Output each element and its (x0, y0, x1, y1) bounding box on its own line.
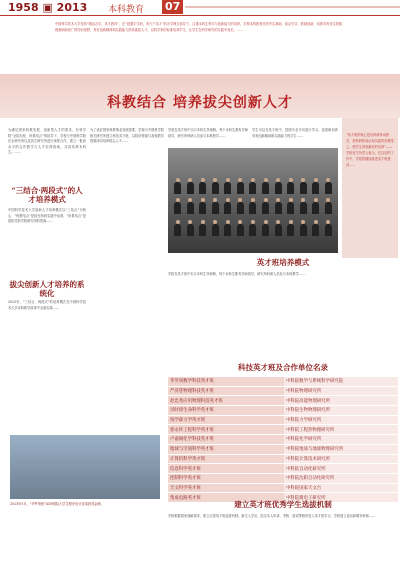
photo-caption: 2013年5月，“华罗庚班”ACM国际大学生程序设计竞赛获得金牌。 (10, 502, 104, 506)
partner-name: 中科院力学研究所 (284, 415, 398, 425)
class-name: 信息科学英才班 (168, 464, 284, 474)
table-row (168, 377, 398, 386)
partner-name: 中科院微电子研究所 (284, 493, 398, 503)
table-row (168, 425, 398, 435)
column-1-intro: 为满足国家科教发展、创新型人才的需求，在科学院“全院办校、所系结合”的指导下，学校与中国科学院在京研究所以及其它研究所进行深度合作，建立一批高水平的合作教学与人才培养基地，共同培养本科生。…… (8, 128, 86, 155)
intro-paragraph: 中国科学技术大学坚持“精品办学，英才教育”，在“创寰宇学府，育天下英才”的办学理念指导下，注重本科生科学与创新能力的培养。学校本科教育坚持夯实基础，前沿引导，鼓励创新，培养具有坚实的数理基础和宽广的知识视野、具有创新精神和实践能力的高素质人才。以科学家的标准培养学生，让学生在科学研究的实践中成长。…… (55, 22, 343, 32)
table-row (168, 464, 398, 474)
section-heading-1: “三结合·两段式”的人才培养模式 (11, 186, 83, 204)
header-divider (0, 15, 400, 16)
table-row (168, 435, 398, 445)
partner-name: 中科院地质与地球物理研究所 (284, 444, 398, 454)
class-name: 计算机科学英才班 (168, 454, 284, 464)
partner-name: 中科院生物物理研究所 (284, 406, 398, 416)
table-row (168, 396, 398, 406)
partner-name: 中科院沈阳自动化研究所 (284, 473, 398, 483)
photo-row-front (174, 224, 332, 236)
photo-row-middle (174, 202, 332, 214)
group-photo (168, 148, 338, 253)
table-row (168, 483, 398, 493)
page-header (0, 0, 400, 14)
column-4-text-top: 学生可以在英才班中，按照专业方向进行学习，选拔和培养具有创新精神和实践能力的学生…… (252, 128, 338, 138)
class-name: 郭永怀工程科学英才班 (168, 425, 284, 435)
class-name: 控制科学英才班 (168, 473, 284, 483)
class-name: 严济慈物理科技英才班 (168, 386, 284, 396)
table-row (168, 444, 398, 454)
partner-name: 中科院自动化研究所 (284, 464, 398, 474)
class-name: 地球与空间科学英才班 (168, 444, 284, 454)
table-row (168, 406, 398, 416)
table-row (168, 415, 398, 425)
class-name: 集成电路英才班 (168, 493, 284, 503)
table-row (168, 386, 398, 396)
partner-name: 中科院计算技术研究所 (284, 454, 398, 464)
class-name: 赵忠尧应用物理科技英才班 (168, 396, 284, 406)
section-heading-2: 拔尖创新人才培养的系统化 (9, 280, 85, 298)
column-1-text-1: 中国科学技术大学创新人才培养模式以“三结合”为核心，“科教结合”是指在科研实践中培养，“所系结合”是指依托科学院研究所的资源…… (8, 208, 86, 224)
partner-name: 中科院工程热物理研究所 (284, 425, 398, 435)
section-3-text: 学校在英才班中实行本科生导师制，每个本科生都有导师指导，研究所科研人员参与本科教学…… (168, 272, 306, 276)
class-name: 天文科学英才班 (168, 483, 284, 493)
partner-name: 中科院国家天文台 (284, 483, 398, 493)
column-3-text-top: 学校在英才班中实行本科生导师制，每个本科生都有导师指导，研究所科研人员参与本科教学…… (168, 128, 248, 138)
class-name: 贝时璋生命科学英才班 (168, 406, 284, 416)
competition-photo (10, 435, 160, 499)
column-1-text-2: 2012年，“三结合、两段式”的培养模式在中国科学技术大学本科教学改革中全面实施…… (8, 300, 86, 310)
sidebar-text: “英才班的核心是以科研带动教学，把科研的前沿和实践带到课堂上，使学生得到最好的培养”——学校有关负责人表示，在以后的工作中，学校将继续推进英才班建设…… (346, 133, 394, 167)
column-2-text: 为了适应国家科教事业发展需要，学校与中国科学院相关研究所建立科技英才班，以院所资源与高校教学资源协同培养拔尖人才…… (90, 128, 164, 144)
header-bar (185, 6, 400, 8)
partner-name: 中科院物理研究所 (284, 386, 398, 396)
page-title: 科教结合 培养拔尖创新人才 (107, 95, 293, 111)
page-number: 07 (162, 0, 183, 14)
table-row (168, 473, 398, 483)
header-section: 本科教育 (108, 5, 145, 15)
quote-sidebar (342, 118, 398, 258)
class-name: 钱学森力学英才班 (168, 415, 284, 425)
partner-name: 中科院数学与系统科学研究院 (284, 377, 398, 386)
table-row (168, 454, 398, 464)
header-years: 1958 ▣ 2013 (8, 1, 88, 14)
section-heading-4: 科技英才班及合作单位名录 (238, 363, 328, 372)
class-name: 卢嘉锡化学科技英才班 (168, 435, 284, 445)
class-name: 华罗庚数学科技英才班 (168, 377, 284, 386)
section-5-text: 学校根据国家战略需求，建立完善英才班选拔机制。新生入学后，经过本人申请、考核、面试等程序进入英才班学习，学校建立退出和增补机制…… (168, 514, 376, 518)
partner-name: 中科院高能物理研究所 (284, 396, 398, 406)
partner-name: 中科院化学研究所 (284, 435, 398, 445)
section-heading-3: 英才班培养模式 (256, 258, 310, 267)
partner-table (168, 377, 398, 503)
section-heading-5: 建立英才班优秀学生选拔机制 (234, 500, 332, 509)
photo-row-back (174, 182, 332, 194)
